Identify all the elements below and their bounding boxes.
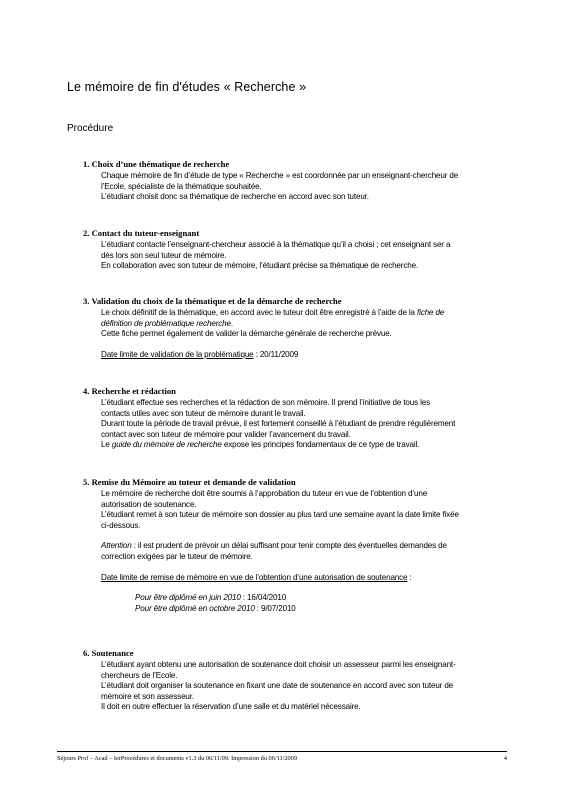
body-line bbox=[101, 440, 503, 451]
body-text: : bbox=[407, 572, 412, 582]
body-line: Durant toute la période de travail prévue, il est fortement conseillé à l’étudiant de prendre régulièrement bbox=[101, 419, 456, 429]
date-value: : 9/07/2010 bbox=[254, 603, 296, 613]
spacer bbox=[101, 583, 503, 593]
body-line: Il doit en outre effectuer la réservation d’une salle et du matériel nécessaire. bbox=[101, 702, 361, 712]
body-line: autorisation de soutenance. bbox=[101, 499, 197, 509]
date-value: : 16/04/2010 bbox=[240, 593, 287, 603]
deadline-value: : 20/11/2009 bbox=[253, 349, 299, 359]
section-recherche-redaction bbox=[83, 386, 503, 451]
body-line: contact avec son tuteur de mémoire pour valider l’avancement du travail. bbox=[101, 429, 351, 439]
body-line: L’étudiant doit organiser la soutenance en fixant une date de soutenance en accord avec son tuteur de bbox=[101, 681, 454, 691]
body-line: Le mémoire de recherche doit être soumis à l’approbation du tuteur en vue de l’obtention d’une bbox=[101, 489, 428, 498]
date-label: Pour être diplômé en juin 2010 bbox=[135, 593, 241, 603]
body-line: L’étudiant remet à son tuteur de mémoire son dossier au plus tard une semaine avant la date limite fixée bbox=[101, 510, 459, 520]
body-line: L’étudiant effectue ses recherches et la rédaction de son mémoire. Il prend l’initiative de tous les bbox=[101, 398, 431, 407]
section-heading: 6. Soutenance bbox=[83, 648, 134, 658]
fiche-reference: fiche de bbox=[417, 308, 445, 317]
body-line: dès lors son seul tuteur de mémoire. bbox=[101, 250, 227, 260]
section-heading: 5. Remise du Mémoire au tuteur et demande de validation bbox=[83, 477, 296, 487]
body-line: L’étudiant contacte l’enseignant-chercheur associé à la thématique qu’il a choisi ; cet enseignant ser a bbox=[101, 240, 451, 249]
body-line: L’étudiant choisit donc sa thématique de recherche en accord avec son tuteur. bbox=[101, 192, 369, 202]
date-line bbox=[101, 593, 503, 604]
section-contact-tuteur bbox=[83, 228, 503, 272]
footer-divider bbox=[57, 751, 507, 752]
fiche-reference: définition de problématique recherche bbox=[101, 318, 231, 328]
body-line: correction exigées par le tuteur de mémoire. bbox=[101, 551, 253, 561]
page-subtitle: Procédure bbox=[67, 123, 114, 134]
body-text: Le bbox=[101, 440, 112, 450]
footer-text: Séjours Prof – Acad – IerProcédures et documents v1.3 du 06/11/09. Impression du 06/11/2009 bbox=[57, 755, 298, 762]
section-heading: 2. Contact du tuteur-enseignant bbox=[83, 228, 200, 238]
body-line bbox=[101, 308, 503, 319]
body-line: chercheurs de l’Ecole. bbox=[101, 670, 178, 680]
body-line: En collaboration avec son tuteur de mémoire, l’étudiant précise sa thématique de recherche. bbox=[101, 261, 419, 271]
body-line: contacts utiles avec son tuteur de mémoire durant le travail. bbox=[101, 408, 306, 418]
body-line: Chaque mémoire de fin d’étude de type « Recherche » est coordonnée par un enseignant-chercheur de bbox=[101, 171, 459, 180]
page-footer bbox=[57, 755, 507, 762]
body-text: Le choix définitif de la thématique, en accord avec le tuteur doit être enregistré à l’aide de la bbox=[101, 308, 415, 317]
section-heading: 1. Choix d’une thématique de recherche bbox=[83, 159, 230, 169]
date-label: Pour être diplômé en octobre 2010 bbox=[135, 603, 255, 613]
body-line: l’Ecole, spécialiste de la thématique souhaitée. bbox=[101, 181, 262, 191]
guide-reference: guide du mémoire de recherche bbox=[111, 440, 222, 450]
body-line: mémoire et son assesseur. bbox=[101, 691, 194, 701]
deadline-line bbox=[101, 350, 503, 361]
section-heading: 3. Validation du choix de la thématique et de la démarche de recherche bbox=[83, 296, 342, 306]
page-title: Le mémoire de fin d'études « Recherche » bbox=[67, 80, 307, 94]
attention-line bbox=[101, 541, 503, 552]
page-number: 4 bbox=[503, 755, 507, 762]
deadline-line bbox=[101, 573, 503, 584]
deadline-label: Date limite de remise de mémoire en vue de l’obtention d’une autorisation de soutenance bbox=[101, 572, 408, 582]
body-line: Cette fiche permet également de valider la démarche générale de recherche prévue. bbox=[101, 329, 392, 339]
deadline-label: Date limite de validation de la problématique bbox=[101, 349, 254, 359]
body-text: . bbox=[230, 318, 233, 328]
body-text: : il est prudent de prévoir un délai suffisant pour tenir compte des éventuelles demandes de bbox=[131, 541, 447, 551]
body-text: expose les principes fondamentaux de ce type de travail. bbox=[221, 440, 420, 450]
body-line bbox=[101, 319, 503, 330]
spacer bbox=[101, 563, 503, 573]
attention-label: Attention bbox=[101, 541, 132, 551]
section-choix-thematique bbox=[83, 159, 503, 203]
body-line: L’étudiant ayant obtenu une autorisation de soutenance doit choisir un assesseur parmi les enseignant- bbox=[101, 660, 456, 669]
date-line bbox=[101, 604, 503, 615]
section-heading: 4. Recherche et rédaction bbox=[83, 386, 176, 396]
section-soutenance bbox=[83, 648, 503, 713]
body-line: ci-dessous. bbox=[101, 520, 141, 530]
section-validation bbox=[83, 296, 503, 360]
spacer bbox=[101, 531, 503, 541]
spacer bbox=[101, 340, 503, 350]
section-remise-memoire bbox=[83, 477, 503, 614]
